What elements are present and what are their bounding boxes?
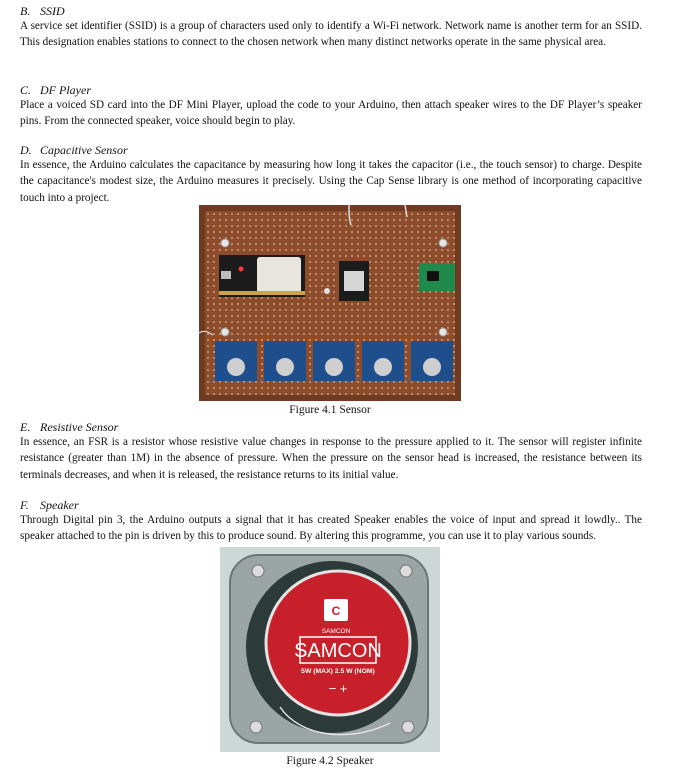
section-title: SSID xyxy=(40,4,65,18)
section-heading xyxy=(20,420,642,434)
touch-sensor-row xyxy=(215,341,453,381)
section-ssid xyxy=(20,4,642,51)
speaker-brand: SAMCON xyxy=(294,640,382,662)
section-paragraph: In essence, an FSR is a resistor whose resistive value changes in response to the pressure applied to it. The sensor will register infinite resistance (greater than 1M) in the absence of pressure. When the pressure on the sensor head is increased, the resistance between its terminals decreases, and when it is released, the resistance returns to its initial value. xyxy=(20,436,642,481)
section-paragraph: A service set identifier (SSID) is a group of characters used only to identify a Wi-Fi network. Network name is another term for an SSID. This designation enables stations to connect to the chosen network when many distinct networks operate in the same physical area. xyxy=(20,20,642,49)
section-df-player xyxy=(20,83,642,130)
figure-sensor xyxy=(199,205,461,401)
speaker-logo-text: SAMCON xyxy=(321,628,351,635)
microcontroller-module xyxy=(219,255,305,297)
section-heading xyxy=(20,143,642,157)
section-heading xyxy=(20,83,642,97)
section-number: D. xyxy=(20,143,32,157)
section-heading xyxy=(20,4,642,18)
figure-speaker xyxy=(220,547,440,752)
speaker-rating: 5W (MAX) 2.5 W (NOM) xyxy=(301,668,375,675)
svg-text:C: C xyxy=(331,604,341,618)
section-paragraph: Place a voiced SD card into the DF Mini Player, upload the code to your Arduino, then attach speaker wires to the DF Player’s speaker pins. From the connected speaker, voice should begin to play. xyxy=(20,99,642,128)
section-paragraph: In essence, the Arduino calculates the capacitance by measuring how long it takes the capacitor (i.e., the touch sensor) to charge. Despite the capacitance's modest size, the Arduino measures it precisely. Using the Cap Sense library is one method of incorporating capacitive touch into a project. xyxy=(20,159,642,204)
fsr-module xyxy=(419,263,455,291)
speaker-image xyxy=(220,547,440,752)
figure-caption: Figure 4.2 Speaker xyxy=(286,755,374,767)
section-number: E. xyxy=(20,420,31,434)
section-heading xyxy=(20,498,642,512)
section-resistive-sensor xyxy=(20,420,642,483)
section-title: Resistive Sensor xyxy=(40,420,119,434)
section-capacitive-sensor xyxy=(20,143,642,206)
section-title: Capacitive Sensor xyxy=(40,143,128,157)
touch-sensor-pad xyxy=(264,341,306,381)
speaker-terminals: − + xyxy=(328,681,348,696)
section-speaker xyxy=(20,498,642,545)
section-number: C. xyxy=(20,83,32,97)
touch-sensor-pad xyxy=(215,341,257,381)
touch-sensor-pad xyxy=(362,341,404,381)
figure-caption: Figure 4.1 Sensor xyxy=(289,404,371,416)
section-number: F. xyxy=(20,498,29,512)
section-number: B. xyxy=(20,4,31,18)
section-title: Speaker xyxy=(40,498,79,512)
section-paragraph: Through Digital pin 3, the Arduino outputs a signal that it has created Speaker enables the voice of input and spread it lowdly.. The speaker attached to the pin is driven by this to produce sound. By altering this programme, you can use it to play various sounds. xyxy=(20,514,642,543)
touch-sensor-pad xyxy=(411,341,453,381)
sensor-board-image xyxy=(199,205,461,401)
section-title: DF Player xyxy=(40,83,91,97)
touch-sensor-pad xyxy=(313,341,355,381)
